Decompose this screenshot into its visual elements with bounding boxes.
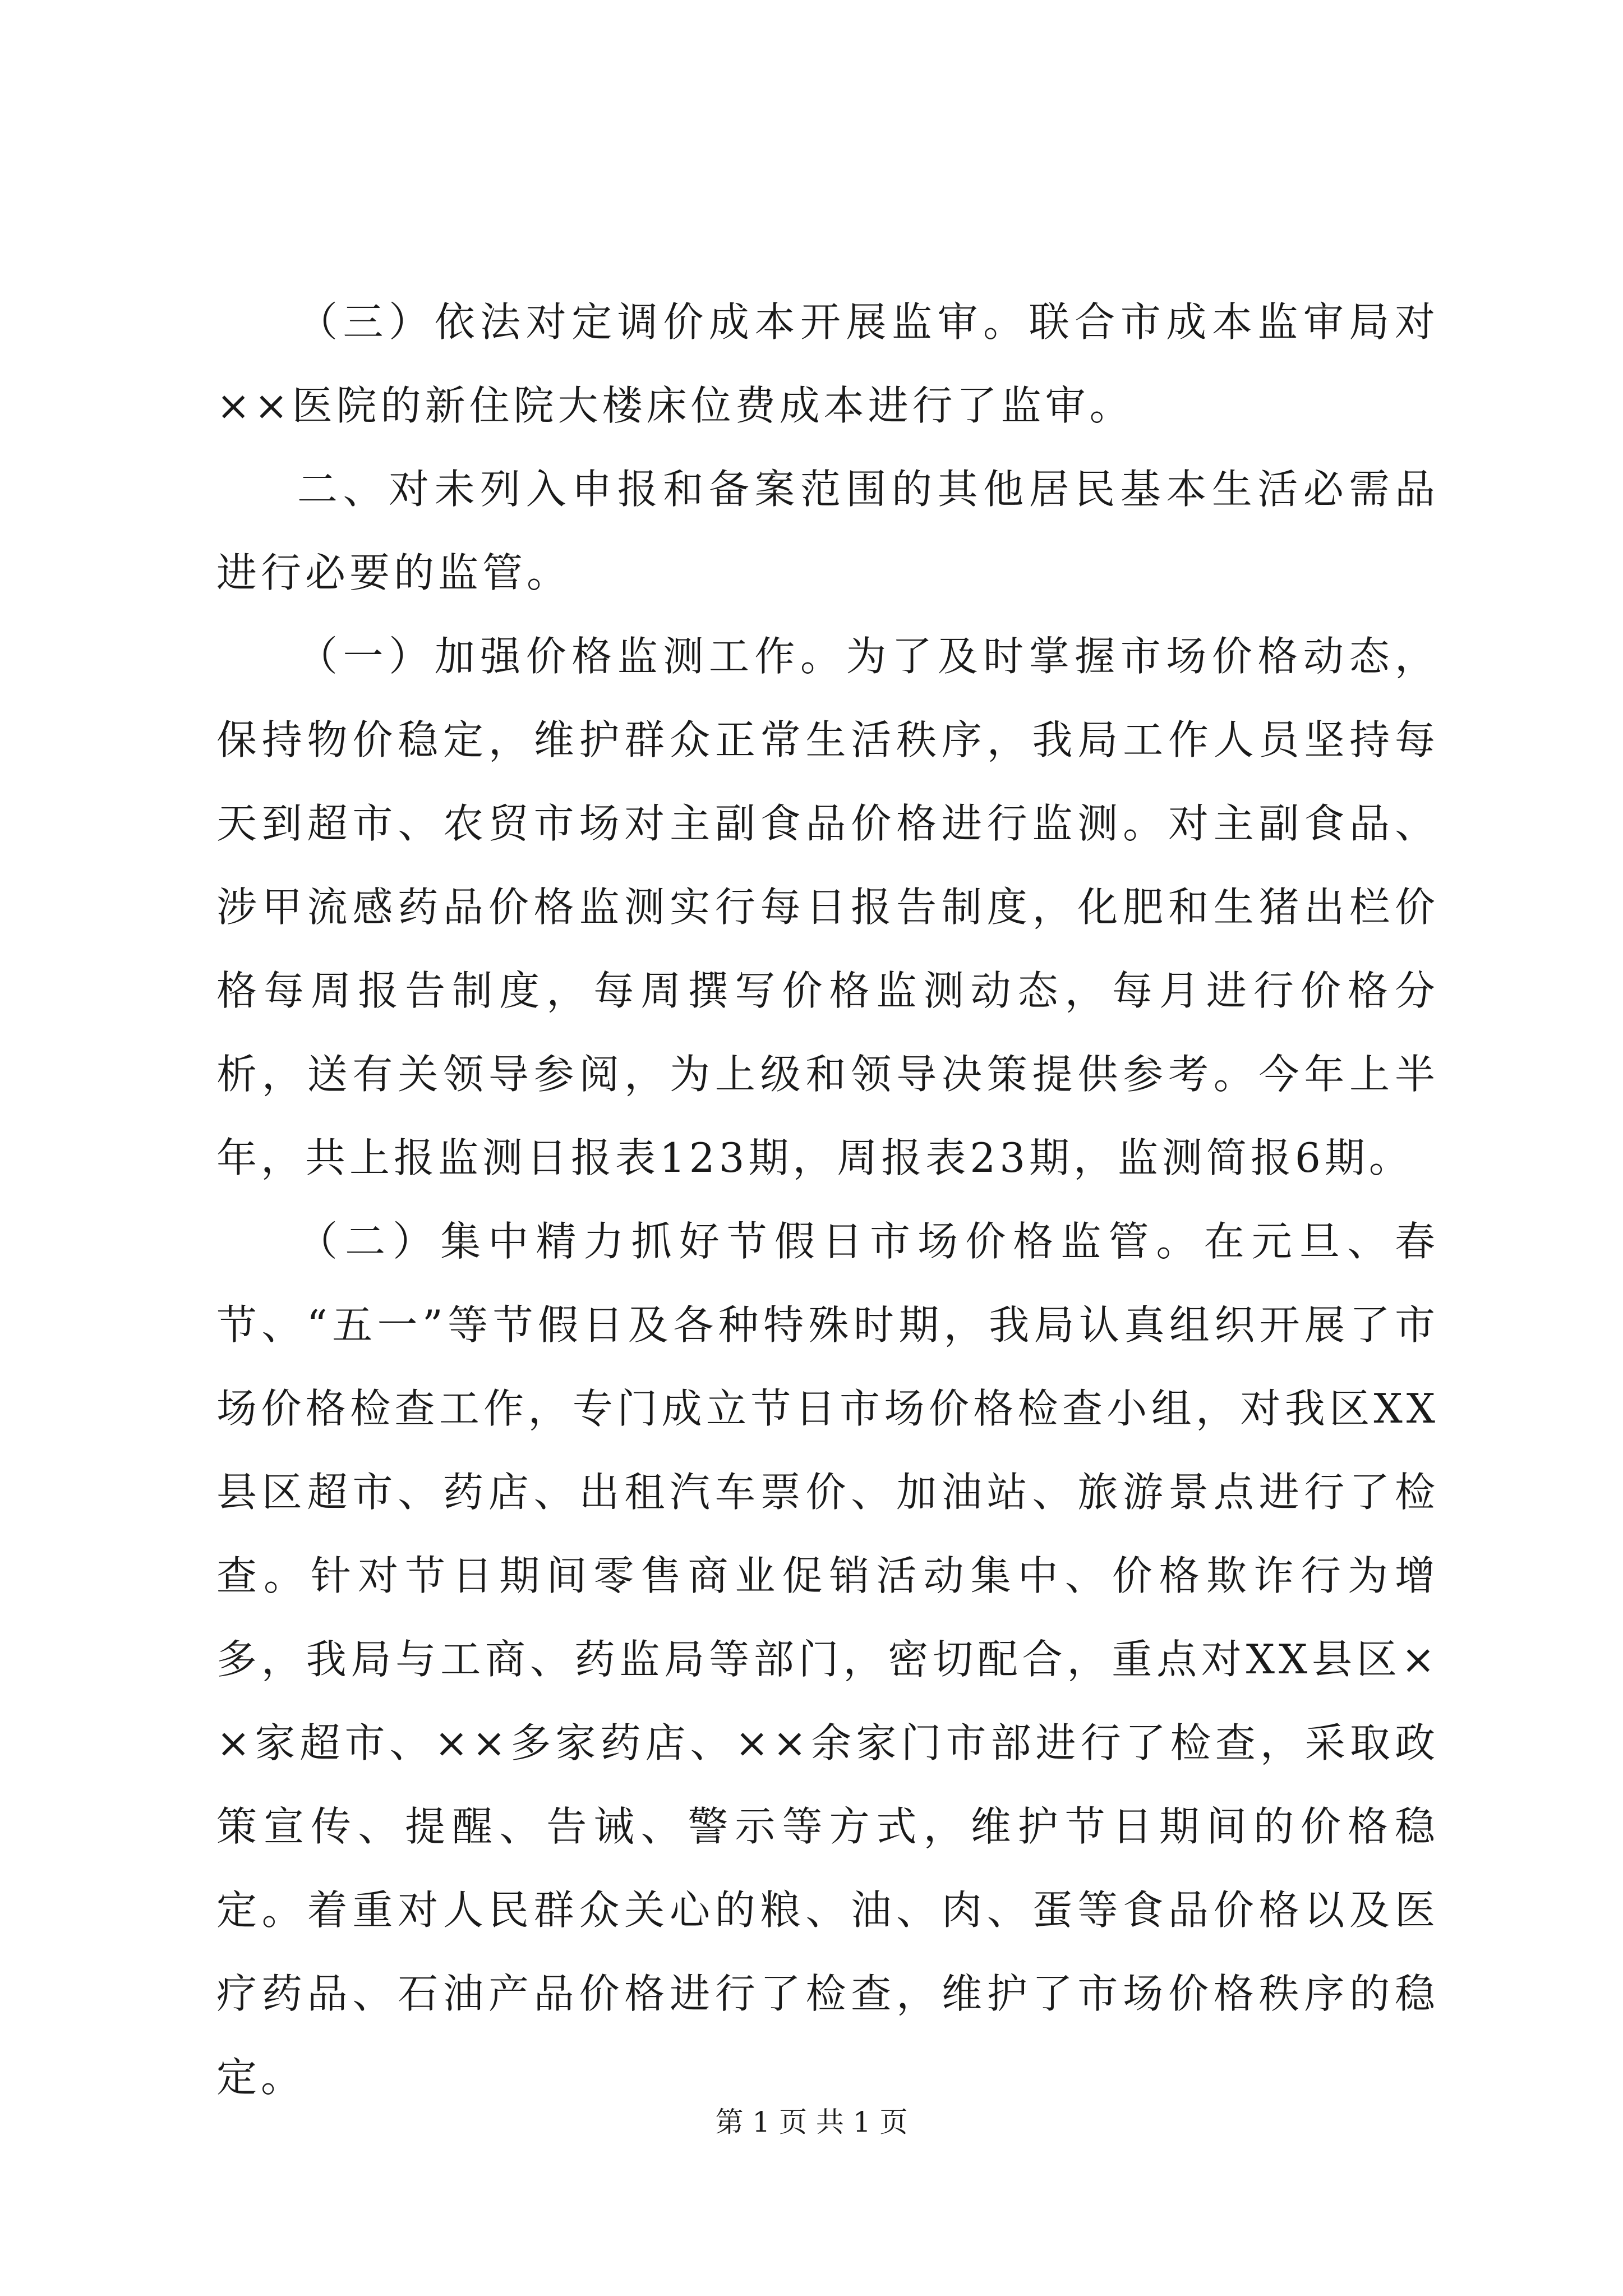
page-number-footer: 第 1 页 共 1 页 bbox=[715, 2106, 908, 2138]
paragraph-price-monitoring: （一）加强价格监测工作。为了及时掌握市场价格动态，保持物价稳定，维护群众正常生活秩序，我局工作人员坚持每天到超市、农贸市场对主副食品价格进行监测。对主副食品、涉甲流感药品价格监测实行每日报告制度，化肥和生猪出栏价格每周报告制度，每周撰写价格监测动态，每月进行价格分析，送有关领导参阅，为上级和领导决策提供参考。今年上半年，共上报监测日报表123期，周报表23期，监测简报6期。 bbox=[216, 633, 1439, 1181]
paragraph-section-two-heading: 二、对未列入申报和备案范围的其他居民基本生活必需品进行必要的监管。 bbox=[216, 466, 1439, 596]
paragraph-holiday-supervision: （二）集中精力抓好节假日市场价格监管。在元旦、春节、“五一”等节假日及各种特殊时期，我局认真组织开展了市场价格检查工作，专门成立节日市场价格检查小组，对我区XX县区超市、药店、出租汽车票价、加油站、旅游景点进行了检查。针对节日期间零售商业促销活动集中、价格欺诈行为增多，我局与工商、药监局等部门，密切配合，重点对XX县区××家超市、××多家药店、××余家门市部进行了检查，采取政策宣传、提醒、告诫、警示等方式，维护节日期间的价格稳定。着重对人民群众关心的粮、油、肉、蛋等食品价格以及医疗药品、石油产品价格进行了检查，维护了市场价格秩序的稳定。 bbox=[216, 1218, 1439, 2101]
paragraph-cost-audit: （三）依法对定调价成本开展监审。联合市成本监审局对××医院的新住院大楼床位费成本进行了监审。 bbox=[216, 298, 1439, 429]
document-body bbox=[216, 280, 1439, 2119]
